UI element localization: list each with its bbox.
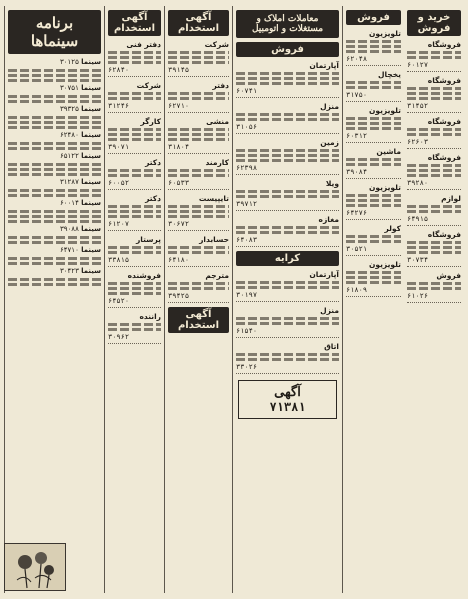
classified-ad: ماشین ۳۹۰۸۴ [346, 147, 401, 179]
cinema-row: سینما ۳۰۱۲۵ [8, 58, 101, 82]
cinema-row: سینما ۶۴۷۱۰ [8, 246, 101, 265]
classified-ad: ویلا ۳۹۷۱۲ [236, 179, 339, 211]
rent-subheader: کرایه [236, 251, 339, 266]
classified-ad: تایپیست ۳۰۶۷۲ [168, 194, 229, 231]
classified-ad: شرکت ۳۹۱۴۵ [168, 40, 229, 77]
classified-ad: یخچال ۳۱۷۵۰ [346, 70, 401, 102]
classified-ad: کارگر ۳۹۰۷۱ [108, 117, 161, 154]
column-3 [164, 6, 232, 593]
classified-ad: حسابدار ۶۴۱۸۰ [168, 235, 229, 267]
column-5-header: فروش [346, 10, 401, 25]
classified-ad: کولر ۳۰۵۲۱ [346, 224, 401, 256]
cinema-row: سینما ۳۱۲۸۷ [8, 178, 101, 197]
cinema-row: سینما ۶۵۱۲۲ [8, 152, 101, 176]
classified-ad: مغازه ۶۴۰۸۳ [236, 215, 339, 247]
classified-ad: فروشنده ۶۴۵۲۰ [108, 271, 161, 308]
classified-ad: تلویزیون ۶۴۲۷۶ [346, 183, 401, 220]
sale-subheader: فروش [236, 42, 339, 57]
classified-ad: فروشگاه ۶۲۶۰۳ [407, 117, 461, 149]
classified-ad: فروشگاه ۳۰۷۳۴ [407, 230, 461, 267]
cinema-row: سینما ۳۹۳۲۵ [8, 105, 101, 129]
cinema-row: سینما ۳۰۴۲۳ [8, 267, 101, 286]
column-1-cinema [4, 6, 104, 593]
cinema-header: برنامه سینماها [8, 10, 101, 54]
column-6 [404, 6, 464, 593]
classified-ad: مترجم ۳۹۴۲۵ [168, 271, 229, 303]
classified-ad: دکتر ۶۱۲۰۷ [108, 194, 161, 231]
classified-ad: فروش ۶۱۰۲۶ [407, 271, 461, 303]
column-4 [232, 6, 342, 593]
column-3-footer: آگهی استخدام [168, 307, 229, 333]
classified-ad: لوازم ۶۴۹۱۵ [407, 194, 461, 226]
classified-ad: دکتر ۶۰۰۵۲ [108, 158, 161, 190]
flower-illustration [4, 543, 66, 591]
cinema-row: سینما ۳۹۰۸۸ [8, 225, 101, 244]
classified-ad: کارمند ۶۰۵۳۳ [168, 158, 229, 190]
classified-ad: زمین ۶۲۳۹۸ [236, 138, 339, 175]
classified-ad: پرستار ۳۳۸۱۵ [108, 235, 161, 267]
column-2-header: آگهی استخدام [108, 10, 161, 36]
classified-ad: دفتر ۶۲۷۱۰ [168, 81, 229, 113]
column-6-header: خرید و فروش [407, 10, 461, 36]
classified-ad: فروشگاه ۳۱۴۵۲ [407, 76, 461, 113]
cinema-row: سینما ۳۰۷۵۱ [8, 84, 101, 103]
cinema-row: سینما ۶۰۰۱۴ [8, 199, 101, 223]
column-4-header: معاملات املاک و مستغلات و اتومبیل [236, 10, 339, 38]
classified-ad: آپارتمان ۶۰۷۴۱ [236, 61, 339, 98]
classified-ad: فروشگاه ۳۹۲۸۰ [407, 153, 461, 190]
classified-ad: منزل ۳۱۰۵۶ [236, 102, 339, 134]
classified-ad: راننده ۳۰۹۶۲ [108, 312, 161, 344]
classified-ad: اتاق ۳۳۰۲۶ [236, 342, 339, 374]
cinema-row: سینما ۶۲۴۸۰ [8, 131, 101, 150]
column-2 [104, 6, 164, 593]
classified-ad: آپارتمان ۳۰۱۹۷ [236, 270, 339, 302]
classified-ad: شرکت ۳۱۲۴۶ [108, 81, 161, 113]
classified-ad: دفتر فنی ۶۲۸۴۰ [108, 40, 161, 77]
classified-ad: فروشگاه ۶۰۱۲۷ [407, 40, 461, 72]
column-5 [342, 6, 404, 593]
classified-ad: تلویزیون ۶۰۳۱۲ [346, 106, 401, 143]
classified-ad: تلویزیون ۶۱۸۰۹ [346, 260, 401, 297]
boxed-advertisement: آگهی ۷۱۳۸۱ [238, 380, 337, 419]
classified-ad: تلویزیون ۶۲۰۴۸ [346, 29, 401, 66]
flower-icon [5, 544, 65, 590]
classified-ad: منزل ۶۱۵۴۰ [236, 306, 339, 338]
classified-ad: منشی ۳۱۸۰۴ [168, 117, 229, 154]
column-3-header: آگهی استخدام [168, 10, 229, 36]
